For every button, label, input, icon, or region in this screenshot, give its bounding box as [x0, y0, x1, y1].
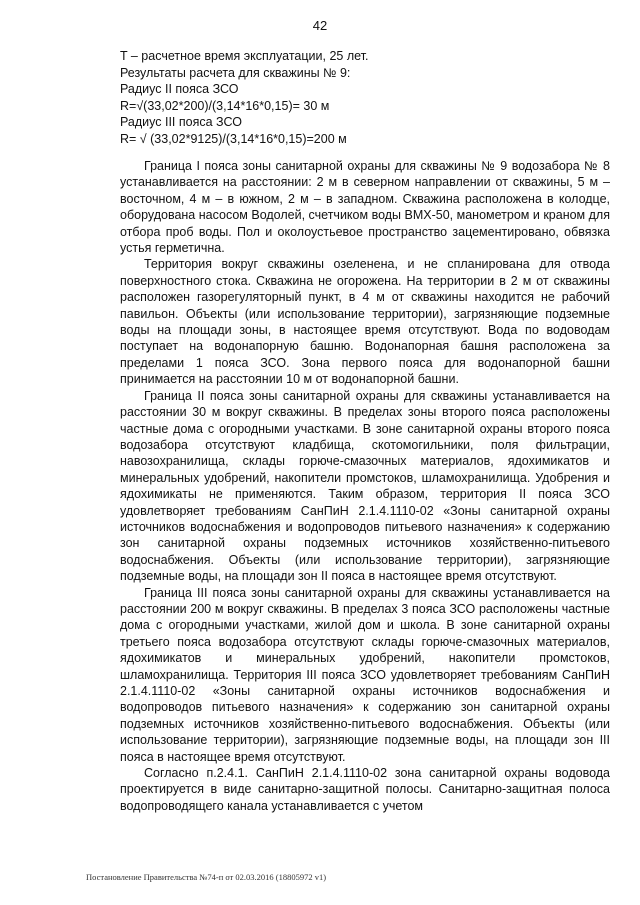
calc-line-zone3-formula: R= √ (33,02*9125)/(3,14*16*0,15)=200 м — [120, 131, 347, 146]
calc-line-results-heading: Результаты расчета для скважины № 9: — [120, 65, 351, 80]
calculation-block — [120, 48, 520, 148]
page-number: 42 — [312, 18, 328, 33]
calc-line-zone2-heading: Радиус II пояса ЗСО — [120, 82, 239, 97]
calc-line-service-time: T – расчетное время эксплуатации, 25 лет. — [120, 49, 369, 63]
calc-line-zone2-formula: R=√(33,02*200)/(3,14*16*0,15)= 30 м — [120, 98, 330, 113]
paragraph-waterline: Согласно п.2.4.1. СанПиН 2.1.4.1110-02 зона санитарной охраны водовода проектируется в виде санитарно-защитной полосы. Санитарно-защитная полоса водопроводящего канала устанавливается с учетом — [120, 766, 610, 813]
body-text — [120, 158, 610, 814]
paragraph-zone1: Граница I пояса зоны санитарной охраны для скважины № 9 водозабора № 8 устанавливается на расстоянии: 2 м в северном направлении от скважины, 5 м – восточном, 4 м – в южном, 2 м – в западном. Скважина расположена в колодце, оборудована насосом Водолей, счетчиком воды ВМХ-50, манометром и краном для отбора проб воды. Пол и околоустьевое пространство зацементировано, обвязка устья герметична. — [120, 159, 610, 256]
paragraph-zone2: Граница II пояса зоны санитарной охраны для скважины устанавливается на расстоянии 30 м вокруг скважины. В пределах зоны второго пояса расположены частные дома с огородными участками. В зоне санитарной охраны второго пояса водозабора отсутствуют кладбища, скотомогильники, поля фильтрации, навозохранилища, склады горюче-смазочных материалов, ядохимикатов и минеральных удобрений, накопители промстоков, шламохранилища. Удобрения и ядохимикаты не применяются. Таким образом, территория II пояса ЗСО удовлетворяет требованиям СанПиН 2.1.4.1110-02 «Зоны санитарной охраны источников водоснабжения и водопроводов питьевого назначения» к содержанию зон санитарной охраны подземных источников хозяйственно-питьевого водоснабжения. Объекты (или использование территории), загрязняющие подземные воды, на площади зон II пояса в настоящее время отсутствуют. — [120, 388, 610, 584]
page-footer: Постановление Правительства №74-п от 02.03.2016 (18805972 v1) — [86, 872, 327, 882]
paragraph-territory: Территория вокруг скважины озеленена, и не спланирована для отвода поверхностного стока. Скважина не огорожена. На территории в 2 м от скважины расположен газорегуляторный пункт, в 4 м от скважины находится не рабочий павильон. Объекты (или использование территории), загрязняющие подземные воды на площади зоны, в настоящее время отсутствуют. Вода по водоводам поступает на водонапорную башню. Водонапорная башня расположена за пределами 1 пояса ЗСО. Зона первого пояса для водонапорной башни принимается на расстоянии 10 м от водонапорной башни. — [120, 257, 610, 387]
paragraph-zone3: Граница III пояса зоны санитарной охраны для скважины устанавливается на расстоянии 200 м вокруг скважины. В пределах 3 пояса ЗСО расположены частные дома с огородными участками, жилой дом и школа. В зоне санитарной охраны третьего пояса водозабора отсутствуют склады горюче-смазочных материалов, ядохимикатов и минеральных удобрений, накопители промстоков, шламохранилища. Территория III пояса ЗСО удовлетворяет требованиям СанПиН 2.1.4.1110-02 «Зоны санитарной охраны источников водоснабжения и водопроводов питьевого назначения» к содержанию зон санитарной охраны подземных источников хозяйственно-питьевого водоснабжения. Объекты (или использование территории), загрязняющие подземные воды, на площади зон III пояса в настоящее время отсутствуют. — [120, 585, 610, 764]
calc-line-zone3-heading: Радиус III пояса ЗСО — [120, 115, 242, 130]
